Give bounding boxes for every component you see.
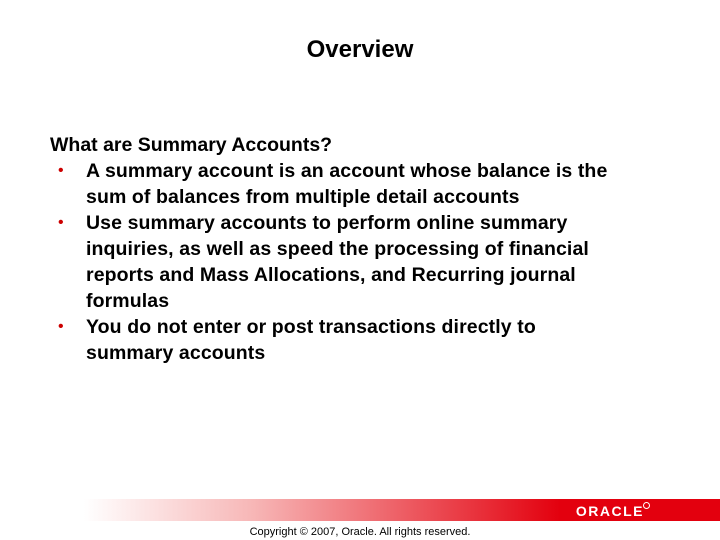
bullet-text-line: Use summary accounts to perform online summary xyxy=(86,212,568,234)
content-heading: What are Summary Accounts? xyxy=(50,134,333,156)
copyright-notice: Copyright © 2007, Oracle. All rights reserved. xyxy=(249,526,471,538)
bullet-list xyxy=(50,158,690,366)
bullet-text-line: inquiries, as well as speed the processing of financial xyxy=(86,238,589,260)
slide-content xyxy=(50,132,690,366)
bullet-text-line: reports and Mass Allocations, and Recurring journal xyxy=(86,264,576,286)
bullet-item xyxy=(50,210,690,314)
oracle-logo: ORACLE xyxy=(575,503,644,519)
bullet-dot-icon: • xyxy=(58,162,64,179)
bullet-text-line: sum of balances from multiple detail accounts xyxy=(86,186,520,208)
bullet-text-line: summary accounts xyxy=(86,342,266,364)
bullet-text-line: A summary account is an account whose balance is the xyxy=(86,160,608,182)
footer-bar xyxy=(0,499,720,521)
registered-mark-icon xyxy=(643,502,650,509)
bullet-item xyxy=(50,158,690,210)
slide-title: Overview xyxy=(306,36,414,63)
bullet-dot-icon: • xyxy=(58,214,64,231)
bullet-text-line: You do not enter or post transactions directly to xyxy=(86,316,536,338)
bullet-dot-icon: • xyxy=(58,318,64,335)
bullet-item xyxy=(50,314,690,366)
bullet-text-line: formulas xyxy=(86,290,170,312)
